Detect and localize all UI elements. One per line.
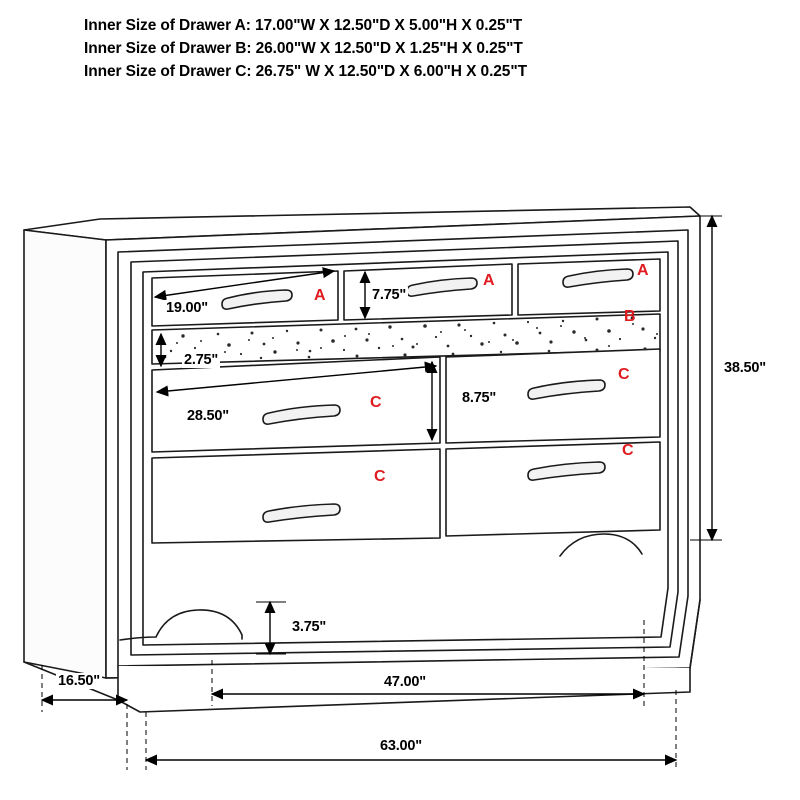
- dim-label-base-clearance: 3.75": [292, 619, 327, 635]
- dim-label-drawer-c-width: 28.50": [187, 408, 229, 424]
- letter-b-right: B: [624, 308, 636, 325]
- letter-a-right: A: [637, 262, 649, 279]
- dim-label-overall-height: 38.50": [724, 360, 766, 376]
- dim-label-drawer-c-height: 8.75": [462, 390, 497, 406]
- spec-line-drawer-c: Inner Size of Drawer C: 26.75" W X 12.50"D X 6.00"H X 0.25"T: [84, 63, 527, 80]
- letter-a-left: A: [314, 287, 326, 304]
- spec-line-drawer-a: Inner Size of Drawer A: 17.00"W X 12.50"D X 5.00"H X 0.25"T: [84, 17, 523, 34]
- letter-a-middle: A: [483, 272, 495, 289]
- dim-label-drawer-b-height: 2.75": [184, 352, 219, 368]
- dim-label-depth: 16.50": [58, 673, 100, 689]
- dim-label-inner-width: 47.00": [384, 674, 426, 690]
- letter-c-lower-right: C: [622, 442, 634, 459]
- letter-c-lower-left: C: [374, 468, 386, 485]
- letter-c-upper-left: C: [370, 394, 382, 411]
- spec-line-drawer-b: Inner Size of Drawer B: 26.00"W X 12.50"D X 1.25"H X 0.25"T: [84, 40, 523, 57]
- dim-label-overall-width: 63.00": [380, 738, 422, 754]
- letter-c-upper-right: C: [618, 366, 630, 383]
- dim-label-drawer-a-height: 7.75": [372, 287, 407, 303]
- dim-label-drawer-a-width: 19.00": [166, 300, 208, 316]
